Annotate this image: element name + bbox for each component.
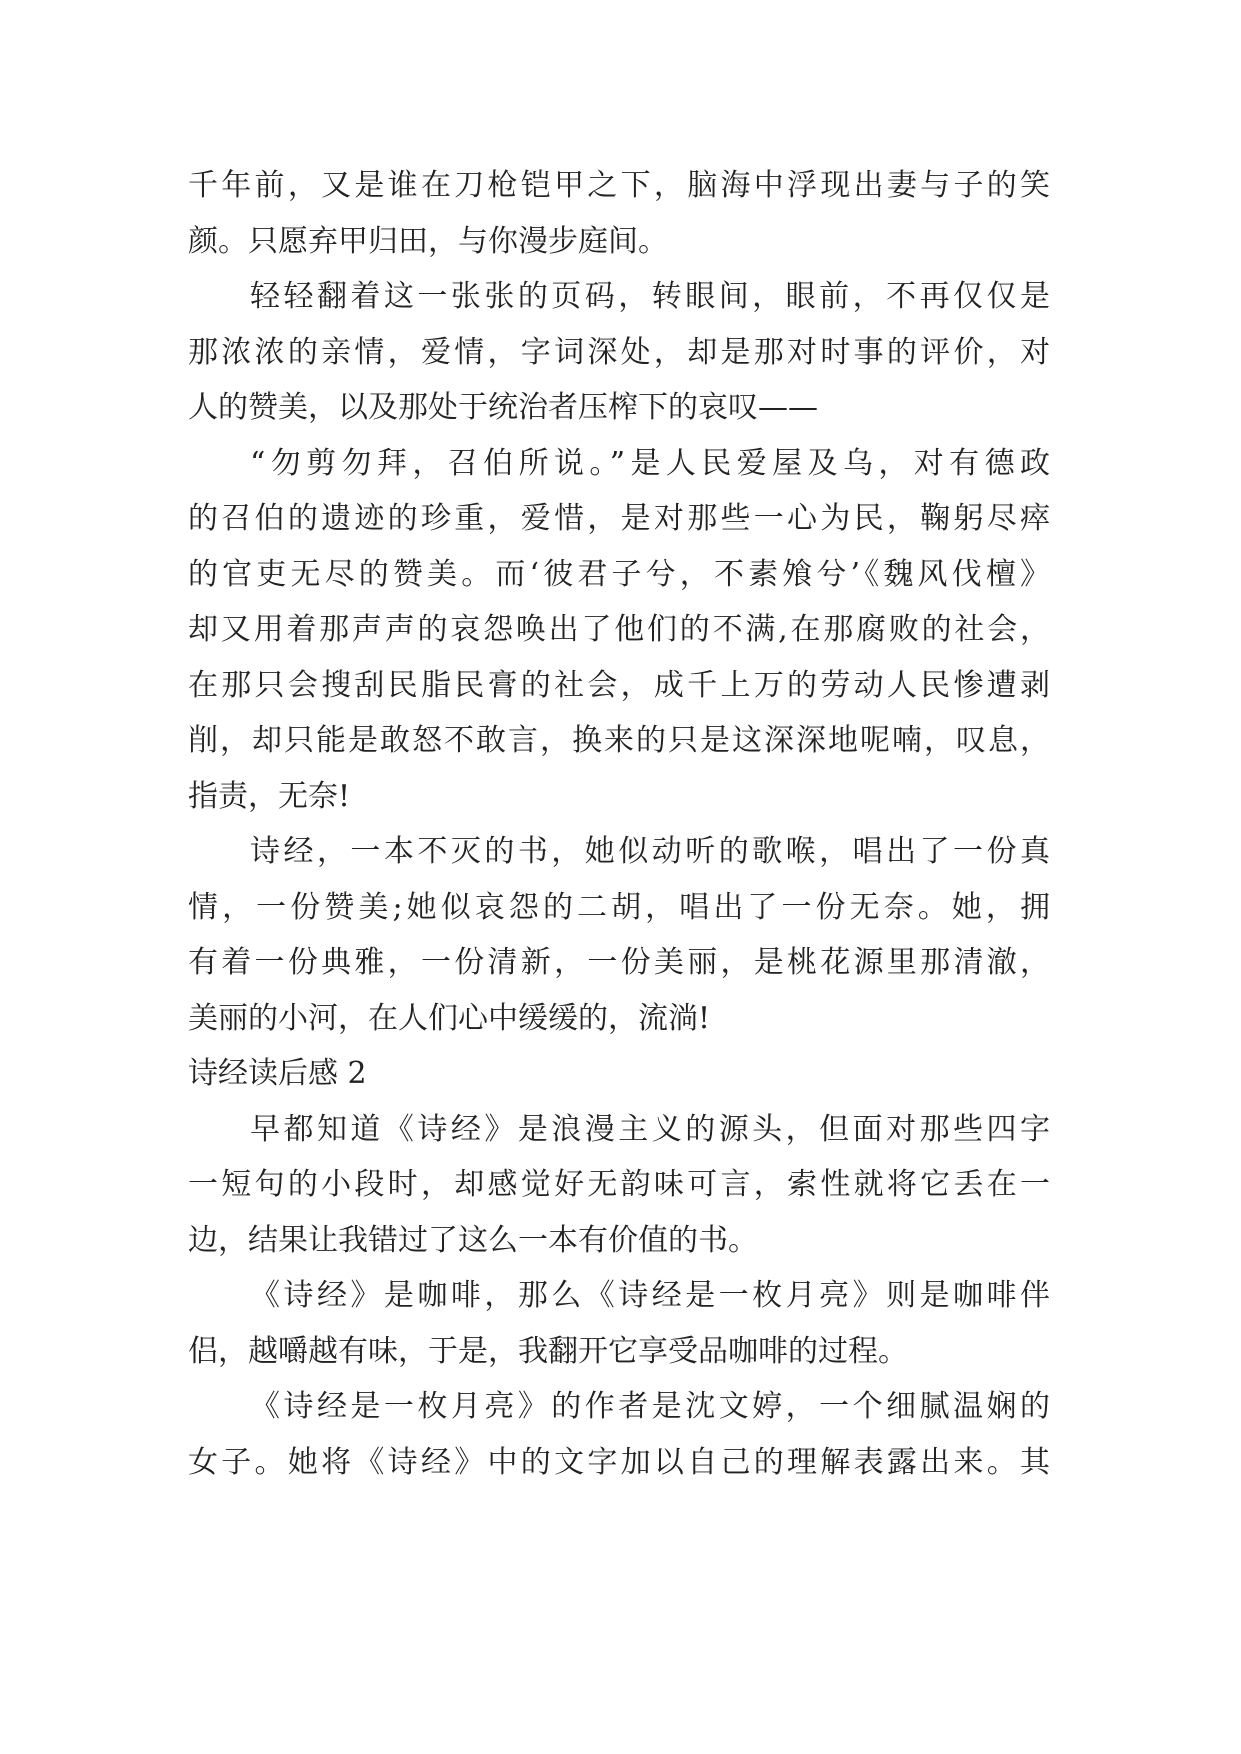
paragraph-2 <box>188 269 1050 436</box>
text-line: 女子。她将《诗经》中的文字加以自己的理解表露出来。其 <box>188 1444 1050 1480</box>
text-line: 的召伯的遗迹的珍重，爱惜，是对那些一心为民，鞠躬尽瘁 <box>188 501 1050 536</box>
paragraph-6 <box>188 1268 1050 1379</box>
text-line: 却又用着那声声的哀怨唤出了他们的不满,在那腐败的社会， <box>188 612 1050 647</box>
paragraph-4 <box>188 824 1050 1046</box>
paragraph-5 <box>188 1102 1050 1269</box>
text-line: 情，一份赞美;她似哀怨的二胡，唱出了一份无奈。她，拥 <box>188 889 1050 925</box>
document-body <box>188 158 1050 1490</box>
text-line: 边，结果让我错过了这么一本有价值的书。 <box>188 1222 758 1258</box>
text-line: 侣，越嚼越有味，于是，我翻开它享受品咖啡的过程。 <box>188 1333 908 1369</box>
paragraph-3 <box>188 436 1050 825</box>
text-line: 早都知道《诗经》是浪漫主义的源头，但面对那些四字 <box>250 1111 1050 1147</box>
text-line: 《诗经是一枚月亮》的作者是沈文婷，一个细腻温娴的 <box>250 1389 1050 1424</box>
text-line: 颜。只愿弃甲归田，与你漫步庭间。 <box>188 223 668 259</box>
text-line: 轻轻翻着这一张张的页码，转眼间，眼前，不再仅仅是 <box>250 279 1050 314</box>
text-line: 削，却只能是敢怒不敢言，换来的只是这深深地呢喃，叹息， <box>188 723 1050 758</box>
text-line: 千年前，又是谁在刀枪铠甲之下，脑海中浮现出妻与子的笑 <box>188 168 1050 203</box>
paragraph-1 <box>188 158 1050 269</box>
text-line: 《诗经》是咖啡，那么《诗经是一枚月亮》则是咖啡伴 <box>250 1278 1050 1313</box>
text-line: 诗经，一本不灭的书，她似动听的歌喉，唱出了一份真 <box>250 834 1050 869</box>
text-line: 的官吏无尽的赞美。而‘彼君子兮，不素飧兮’《魏风伐檀》 <box>188 556 1050 592</box>
text-line: 那浓浓的亲情，爱情，字词深处，却是那对时事的评价，对 <box>188 334 1050 370</box>
text-line: 在那只会搜刮民脂民膏的社会，成千上万的劳动人民惨遭剥 <box>188 667 1050 703</box>
section-heading: 诗经读后感 2 <box>188 1056 367 1091</box>
text-line: 美丽的小河，在人们心中缓缓的，流淌! <box>188 1000 711 1036</box>
text-line: 有着一份典雅，一份清新，一份美丽，是桃花源里那清澈， <box>188 945 1050 980</box>
paragraph-7 <box>188 1379 1050 1490</box>
text-line: 一短句的小段时，却感觉好无韵味可言，索性就将它丢在一 <box>188 1167 1050 1202</box>
text-line: 人的赞美，以及那处于统治者压榨下的哀叹—— <box>188 390 818 425</box>
text-line: “勿剪勿拜，召伯所说。”是人民爱屋及乌，对有德政 <box>250 445 1050 481</box>
text-line: 指责，无奈! <box>188 778 351 814</box>
